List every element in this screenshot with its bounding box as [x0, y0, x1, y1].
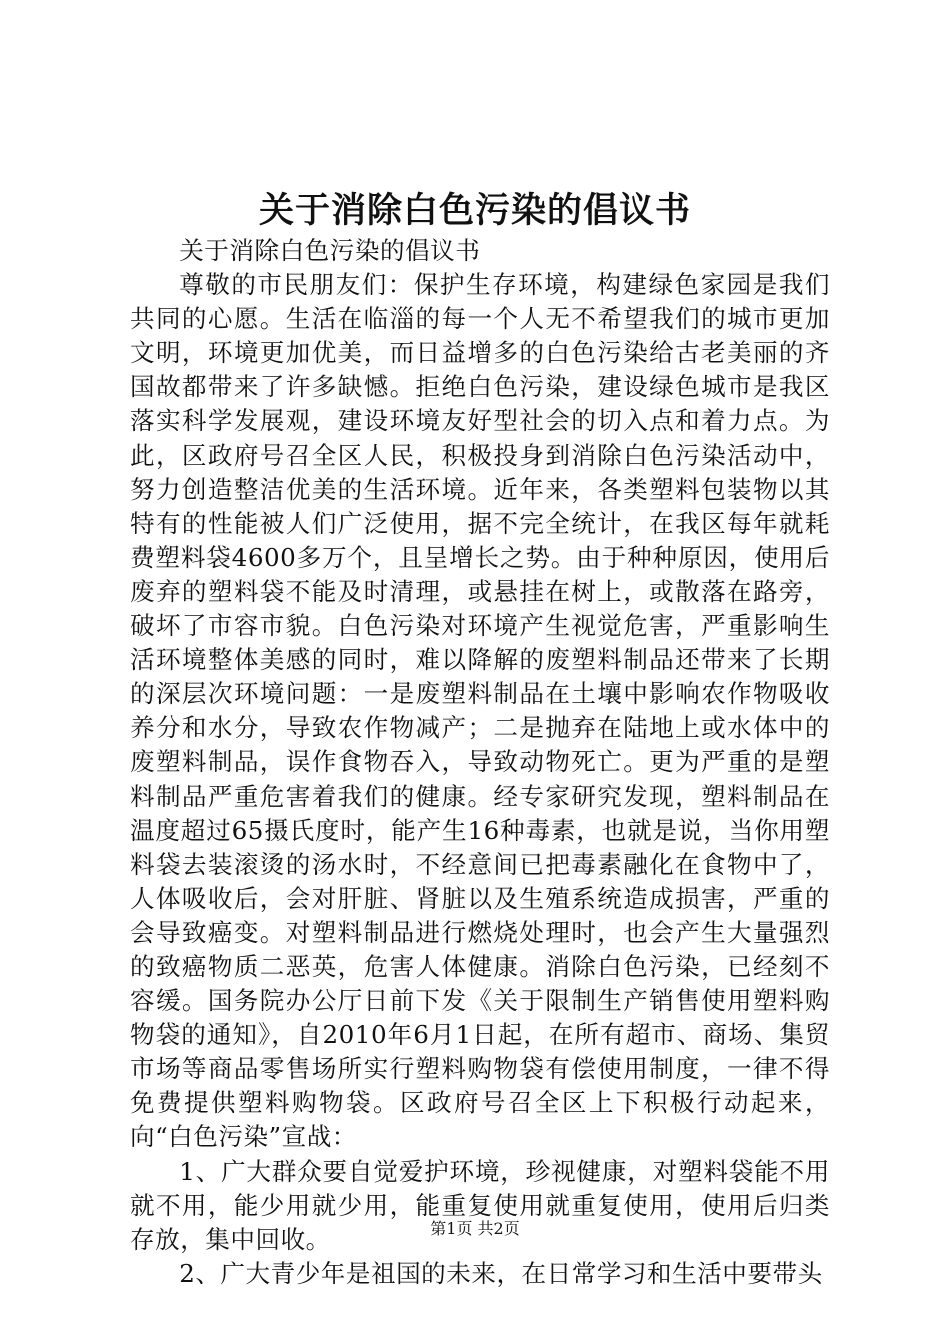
list-item-2: 2、广大青少年是祖国的未来，在日常学习和生活中要带头 — [179, 1258, 823, 1288]
document-title: 关于消除白色污染的倡议书 — [258, 190, 691, 231]
list-item-1: 1、广大群众要自觉爱护环境，珍视健康，对塑料袋能不用就不用，能少用就少用，能重复使用就重复使用，使用后归类存放，集中回收。 — [130, 1156, 830, 1254]
subtitle-paragraph: 关于消除白色污染的倡议书 — [179, 236, 481, 265]
document-body — [130, 234, 830, 1291]
body-paragraph: 尊敬的市民朋友们：保护生存环境，构建绿色家园是我们共同的心愿。生活在临淄的每一个人无不希望我们的城市更加文明，环境更加优美，而日益增多的白色污染给古老美丽的齐国故都带来了许多缺憾。拒绝白色污染，建设绿色城市是我区落实科学发展观，建设环境友好型社会的切入点和着力点。为此，区政府号召全区人民，积极投身到消除白色污染活动中，努力创造整洁优美的生活环境。近年来，各类塑料包装物以其特有的性能被人们广泛使用，据不完全统计，在我区每年就耗费塑料袋4600多万个，且呈增长之势。由于种种原因，使用后废弃的塑料袋不能及时清理，或悬挂在树上，或散落在路旁，破坏了市容市貌。白色污染对环境产生视觉危害，严重影响生活环境整体美感的同时，难以降解的废塑料制品还带来了长期的深层次环境问题：一是废塑料制品在土壤中影响农作物吸收养分和水分，导致农作物减产；二是抛弃在陆地上或水体中的废塑料制品，误作食物吞入，导致动物死亡。更为严重的是塑料制品严重危害着我们的健康。经专家研究发现，塑料制品在温度超过65摄氏度时，能产生16种毒素，也就是说，当你用塑料袋去装滚烫的汤水时，不经意间已把毒素融化在食物中了，人体吸收后，会对肝脏、肾脏以及生殖系统造成损害，严重的会导致癌变。对塑料制品进行燃烧处理时，也会产生大量强烈的致癌物质二恶英，危害人体健康。消除白色污染，已经刻不容缓。国务院办公厅日前下发《关于限制生产销售使用塑料购物袋的通知》，自2010年6月1日起，在所有超市、商场、集贸市场等商品零售场所实行塑料购物袋有偿使用制度，一律不得免费提供塑料购物袋。区政府号召全区上下积极行动起来，向“白色污染”宣战： — [130, 270, 830, 1152]
page-footer: 第1页 共2页 — [430, 1219, 520, 1238]
